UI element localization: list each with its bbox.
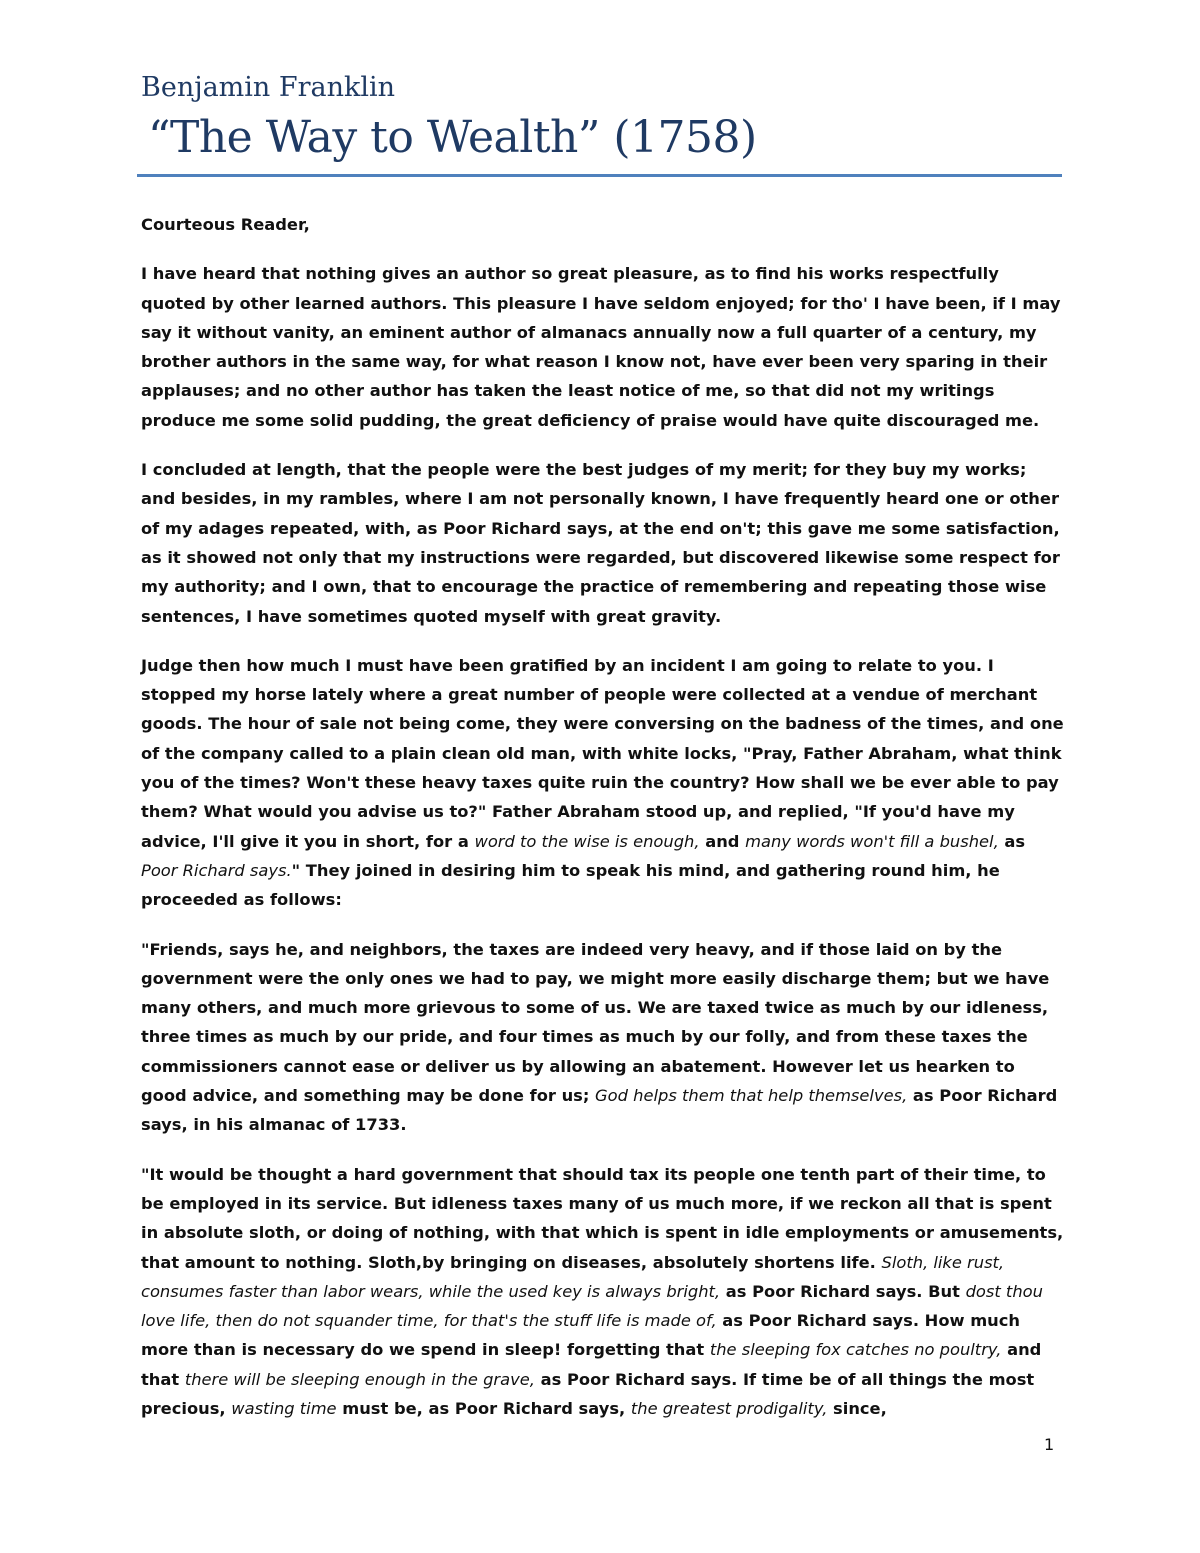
paragraph-5-text-5: as Poor Richard says. If time be of all things the most precious, <box>141 1369 1035 1418</box>
paragraph-5-quote-1: Sloth, like rust, consumes faster than labor wears, while the used key is always bright, <box>141 1252 1005 1301</box>
paragraph-5-text-4: and that <box>141 1340 1042 1389</box>
paragraph-5-quote-4: there will be sleeping enough in the grave, <box>184 1369 535 1389</box>
paragraph-3-text-1: Judge then how much I must have been gratified by an incident I am going to relate to you. I stopped my horse lately where a great number of people were collected at a vendue of merchant goods. The hour of sale not being come, they were conversing on the badness of the times, and one of the company called to a plain clean old man, with white locks, "Pray, Father Abraham, what think you of the times? Won't these heavy taxes quite ruin the country? How shall we be ever able to pay them? What would you advise us to?" Father Abraham stood up, and replied, "If you'd have my advice, I'll give it you in short, for a <box>141 655 1064 851</box>
title-divider <box>137 174 1062 177</box>
paragraph-5-quote-2: dost thou love life, then do not squander time, for that's the stuff life is made of, <box>141 1281 1043 1331</box>
paragraph-4 <box>141 935 1066 1140</box>
paragraph-5-text-3: as Poor Richard says. How much more than is necessary do we spend in sleep! forgetting that <box>141 1311 1021 1360</box>
paragraph-3 <box>141 651 1066 915</box>
paragraph-3-text-4: " They joined in desiring him to speak his mind, and gathering round him, he proceeded as follows: <box>141 860 1000 910</box>
paragraph-3-quote-1: word to the wise is enough, <box>474 831 700 851</box>
author-heading: Benjamin Franklin <box>141 72 396 103</box>
paragraph-5-quote-3: the sleeping fox catches no poultry, <box>709 1340 1002 1360</box>
salutation: Courteous Reader, <box>141 215 310 234</box>
paragraph-3-quote-2: many words won't fill a bushel, <box>745 831 999 851</box>
paragraph-3-text-3: as <box>998 831 1026 851</box>
page-number: 1 <box>1044 1435 1055 1454</box>
paragraph-1: I have heard that nothing gives an author so great pleasure, as to find his works respectfully quoted by other learned authors. This pleasure I have seldom enjoyed; for tho' I have been, if I may say it without vanity, an eminent author of almanacs annually now a full quarter of a century, my brother authors in the same way, for what reason I know not, have ever been very sparing in their applauses; and no other author has taken the least notice of me, so that did not my writings produce me some solid pudding, the great deficiency of praise would have quite discouraged me. <box>141 264 1061 430</box>
paragraph-5-text-6: must be, as Poor Richard says, <box>336 1398 631 1418</box>
document-body <box>141 210 1066 1443</box>
paragraph-5-text-1: "It would be thought a hard government that should tax its people one tenth part of their time, to be employed in its service. But idleness taxes many of us much more, if we reckon all that is spent in absolute sloth, or doing of nothing, with that which is spent in idle employments or amusements, that amount to nothing. Sloth,by bringing on diseases, absolutely shortens life. <box>141 1164 1064 1272</box>
paragraph-3-text-2: and <box>699 831 746 851</box>
paragraph-4-text-2: as Poor Richard says, in his almanac of 1733. <box>141 1086 1058 1135</box>
paragraph-5 <box>141 1160 1066 1424</box>
document-title: “The Way to Wealth” (1758) <box>148 112 757 163</box>
paragraph-5-quote-5: wasting time <box>231 1398 337 1418</box>
paragraph-4-quote-1: God helps them that help themselves, <box>595 1086 908 1106</box>
paragraph-4-text-1: "Friends, says he, and neighbors, the taxes are indeed very heavy, and if those laid on by the government were the only ones we had to pay, we might more easily discharge them; but we have many others, and much more grievous to some of us. We are taxed twice as much by our idleness, three times as much by our pride, and four times as much by our folly, and from these taxes the commissioners cannot ease or deliver us by allowing an abatement. However let us hearken to good advice, and something may be done for us; <box>141 939 1050 1106</box>
paragraph-3-quote-3: Poor Richard says. <box>141 860 292 880</box>
paragraph-5-text-2: as Poor Richard says. But <box>720 1281 966 1301</box>
paragraph-5-text-7: since, <box>827 1398 887 1418</box>
paragraph-5-quote-6: the greatest prodigality, <box>630 1398 828 1418</box>
paragraph-2: I concluded at length, that the people were the best judges of my merit; for they buy my works; and besides, in my rambles, where I am not personally known, I have frequently heard one or other of my adages repeated, with, as Poor Richard says, at the end on't; this gave me some satisfaction, as it showed not only that my instructions were regarded, but discovered likewise some respect for my authority; and I own, that to encourage the practice of remembering and repeating those wise sentences, I have sometimes quoted myself with great gravity. <box>141 460 1060 626</box>
